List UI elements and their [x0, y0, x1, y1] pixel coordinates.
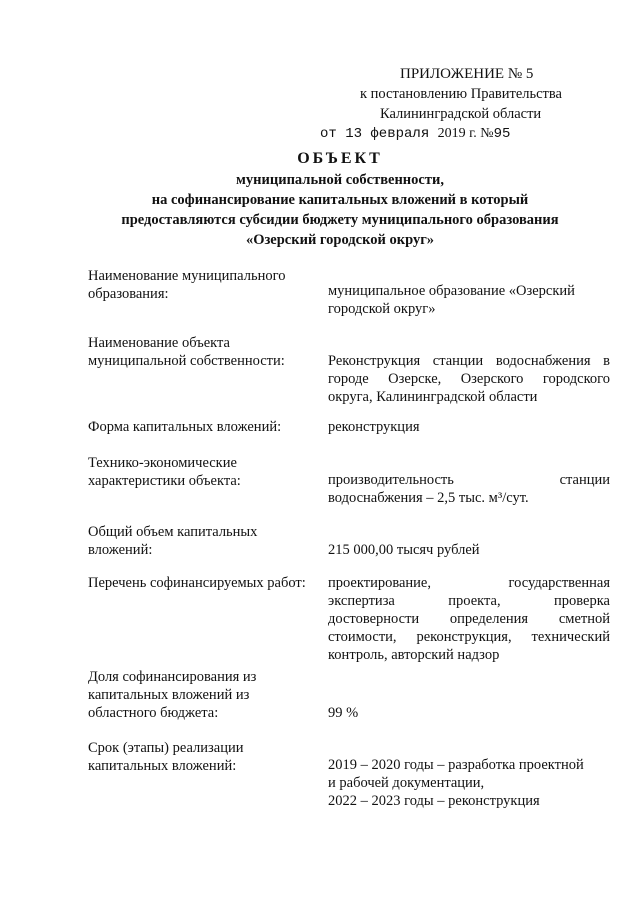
field-label-line: Доля софинансирования из [88, 669, 257, 685]
field-label-line: Общий объем капитальных [88, 524, 258, 540]
appendix-date-number: 95 [493, 126, 511, 142]
field-value [328, 352, 610, 406]
field-value [328, 418, 610, 436]
field-value-line: реконструкция [328, 419, 420, 435]
field-label [88, 418, 320, 436]
appendix-date-year: 2019 г. № [437, 126, 494, 141]
field-value-line: проектирование, государственная [328, 575, 610, 591]
field-value-line: стоимости, реконструкция, технический [328, 629, 610, 645]
field-label [88, 739, 320, 775]
field-label [88, 523, 320, 559]
field-value-line: 2019 – 2020 годы – разработка проектной [328, 757, 584, 773]
document-title [60, 150, 620, 250]
appendix-region: Калининградской области [380, 106, 542, 122]
appendix-title: ПРИЛОЖЕНИЕ № 5 [400, 66, 534, 82]
field-label-line: Наименование муниципального [88, 268, 286, 284]
field-value-line: контроль, авторский надзор [328, 647, 500, 663]
appendix-header [320, 64, 590, 144]
field-value-line: Реконструкция станции водоснабжения в [328, 353, 610, 369]
field-label-line: Наименование объекта [88, 335, 230, 351]
title-line: на софинансирование капитальных вложений в который [151, 192, 529, 208]
title-line: предоставляются субсидии бюджету муниципального образования [121, 212, 559, 228]
field-label-line: Технико-экономические [88, 455, 237, 471]
field-value [328, 541, 610, 559]
field-value [328, 282, 610, 318]
field-label [88, 574, 320, 592]
title-line: «Озерский городской округ» [245, 232, 435, 248]
field-value-line: и рабочей документации, [328, 775, 485, 791]
field-value-line: производительность станции [328, 472, 610, 488]
field-label-line: Срок (этапы) реализации [88, 740, 244, 756]
field-label-line: Перечень софинансируемых работ: [88, 575, 306, 591]
field-value-line: 99 % [328, 705, 359, 721]
field-value-line: округа, Калининградской области [328, 389, 538, 405]
appendix-reference: к постановлению Правительства [360, 86, 562, 102]
field-label-line: Форма капитальных вложений: [88, 419, 282, 435]
field-label-line: областного бюджета: [88, 705, 219, 721]
field-label-line: характеристики объекта: [88, 473, 241, 489]
field-value-line: муниципальное образование «Озерский [328, 283, 575, 299]
field-value [328, 471, 610, 507]
field-label [88, 454, 320, 490]
field-value-line: 2022 – 2023 годы – реконструкция [328, 793, 540, 809]
appendix-date-prefix: от 13 февраля [320, 126, 430, 142]
title-main: ОБЪЕКТ [297, 150, 383, 167]
field-value [328, 574, 610, 664]
title-line: муниципальной собственности, [236, 172, 444, 188]
appendix-date [320, 124, 590, 144]
field-value-line: экспертиза проекта, проверка [328, 593, 610, 609]
field-label-line: вложений: [88, 542, 153, 558]
field-label [88, 334, 320, 370]
field-value-line: достоверности определения сметной [328, 611, 610, 627]
field-value-line: 215 000,00 тысяч рублей [328, 542, 480, 558]
field-label-line: муниципальной собственности: [88, 353, 285, 369]
field-label [88, 267, 320, 303]
field-value-line: городской округ» [328, 301, 436, 317]
field-value-line: городе Озерске, Озерского городского [328, 371, 610, 387]
field-label-line: капитальных вложений: [88, 758, 237, 774]
field-value [328, 704, 610, 722]
field-label-line: образования: [88, 286, 169, 302]
field-label [88, 668, 320, 722]
field-value [328, 756, 610, 810]
field-value-line: водоснабжения – 2,5 тыс. м³/сут. [328, 490, 529, 506]
field-label-line: капитальных вложений из [88, 687, 250, 703]
